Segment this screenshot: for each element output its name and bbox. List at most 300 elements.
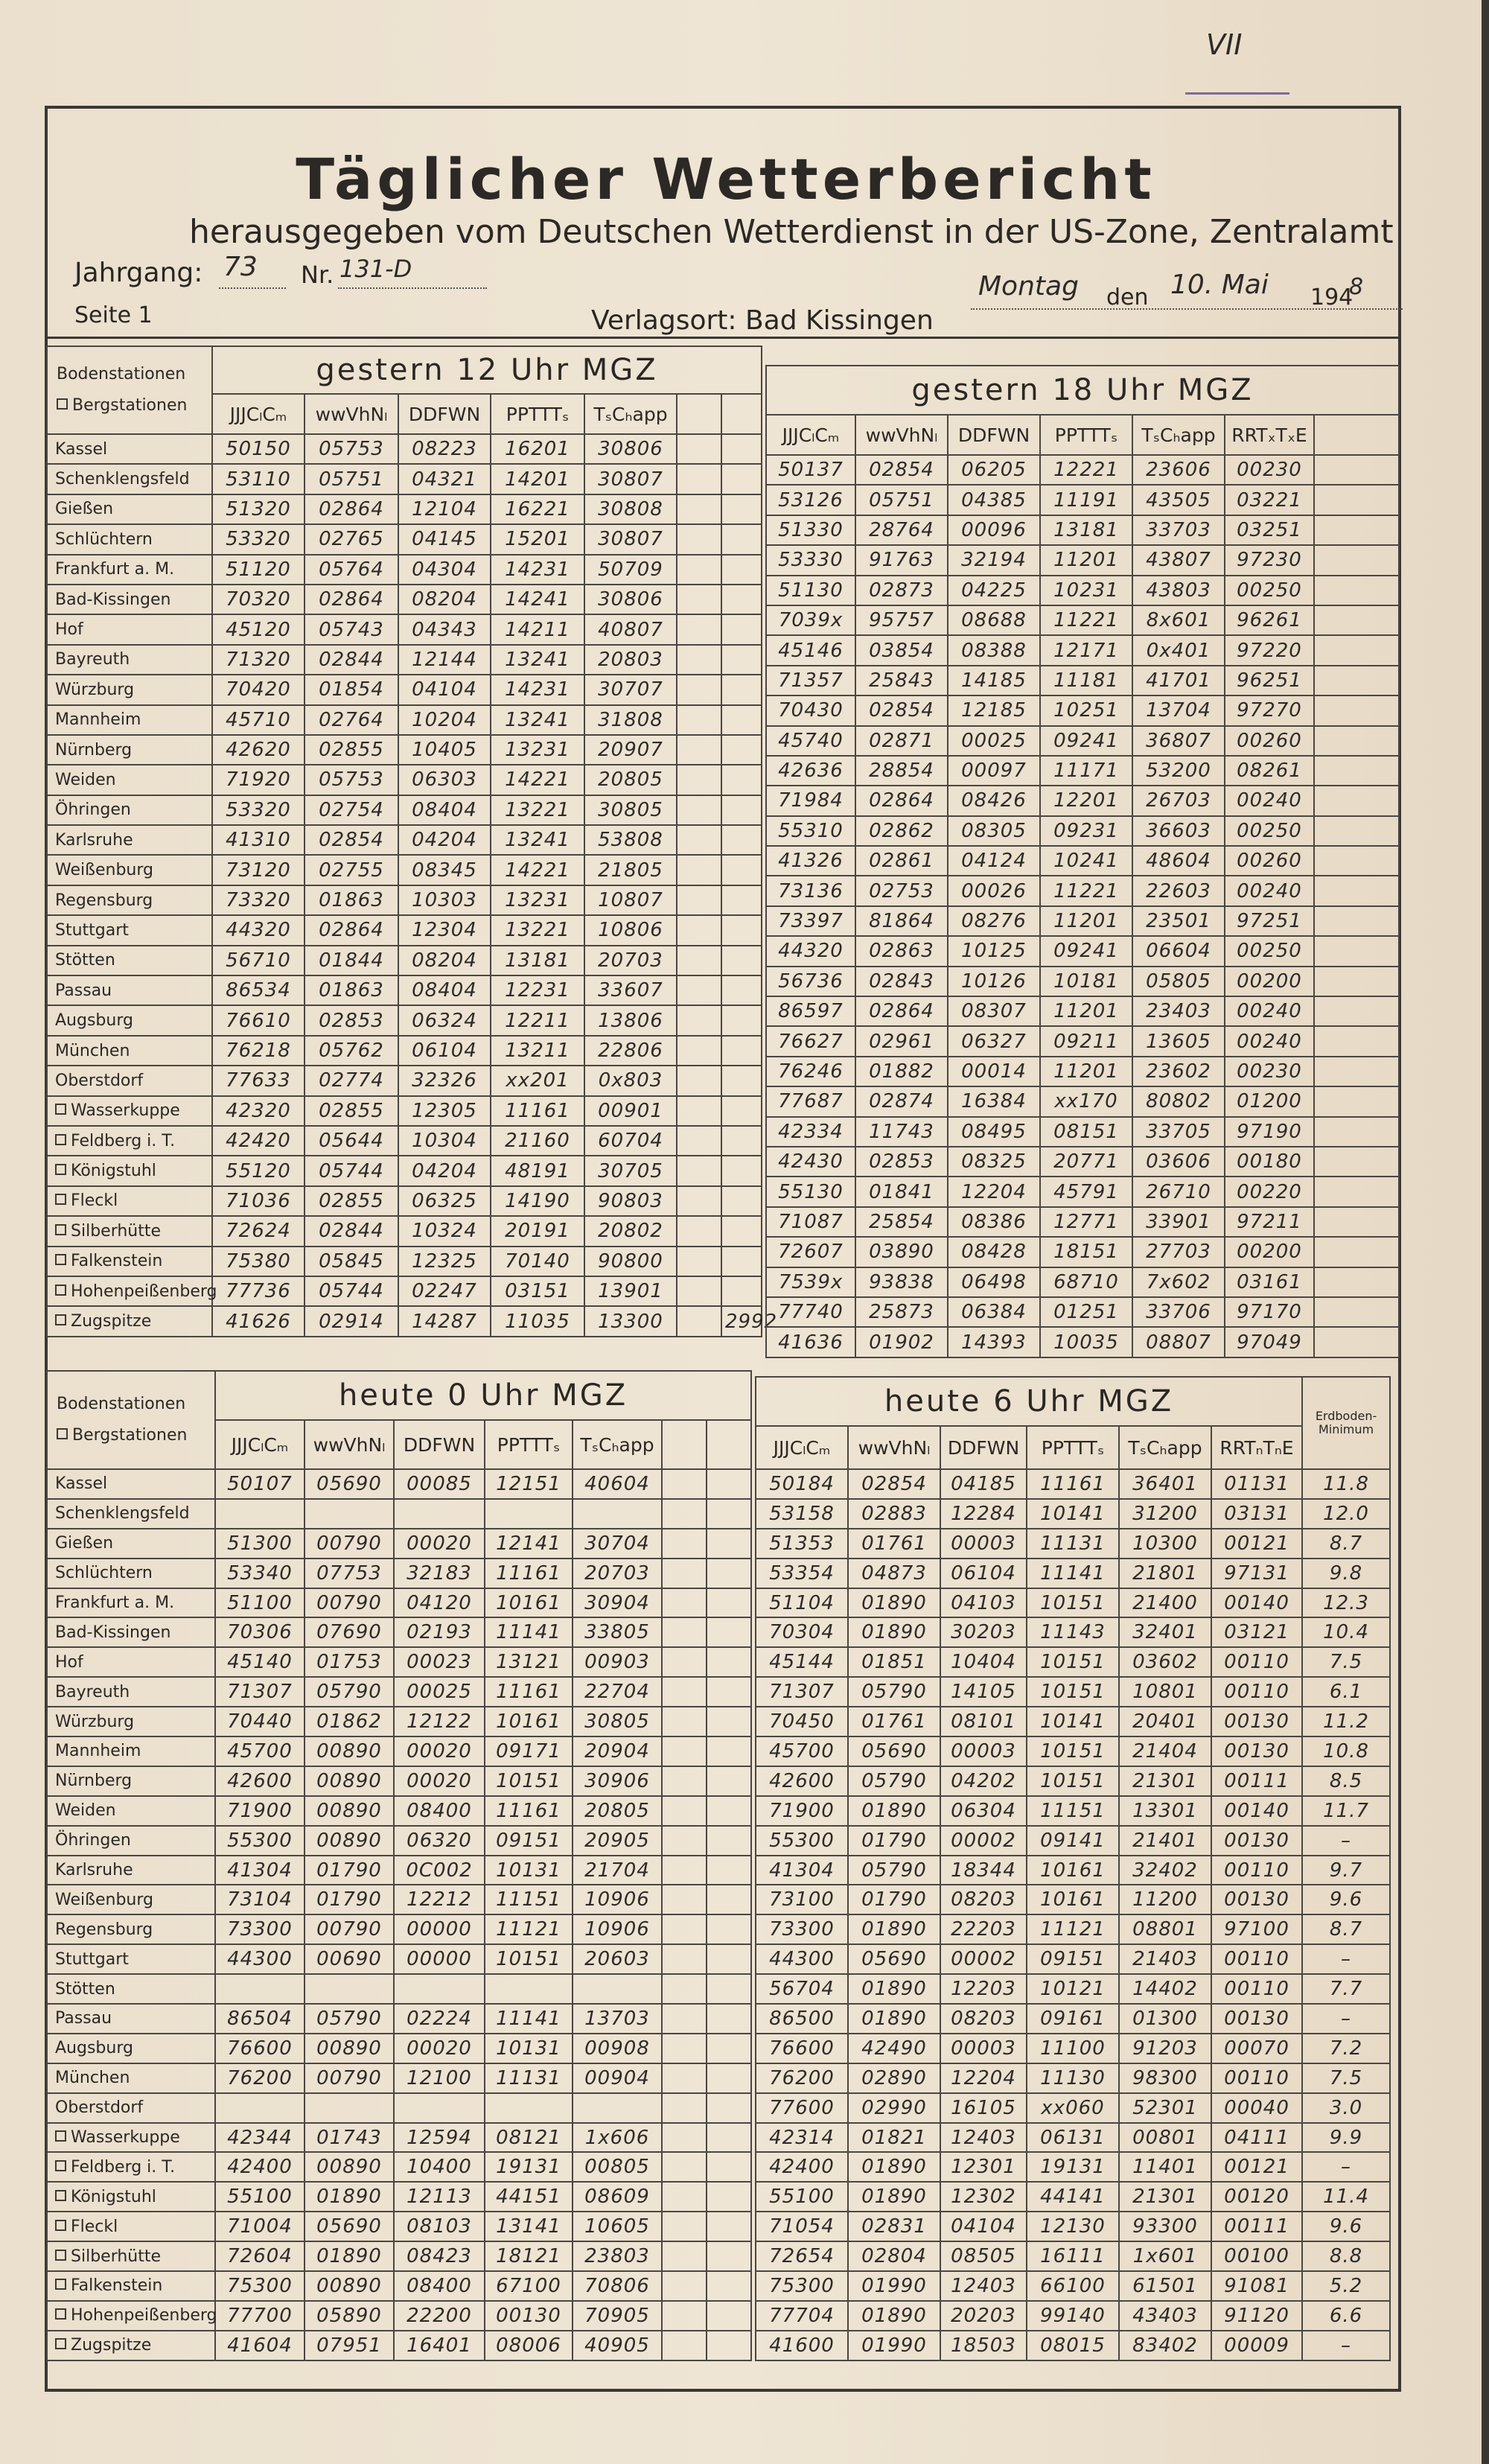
obs-value: 21301: [1119, 1766, 1211, 1796]
extra-value: [721, 1156, 762, 1185]
min-value: 11.2: [1302, 1707, 1390, 1736]
min-value: 12.3: [1302, 1588, 1390, 1618]
obs-value: 06104: [398, 1036, 491, 1066]
obs-value: 01890: [848, 1974, 940, 2004]
obs-value: 73320: [212, 885, 305, 915]
obs-value: 02862: [855, 816, 948, 846]
obs-value: 02873: [855, 576, 948, 605]
extra-value: [707, 1914, 751, 1944]
column-header: TₛCₕapp: [1132, 415, 1225, 455]
station-label: Fleckl: [71, 1191, 118, 1211]
obs-value: 13704: [1132, 695, 1225, 725]
table-row: [47, 2093, 751, 2123]
extra-value: [662, 1588, 707, 1618]
obs-value: 16221: [491, 494, 584, 524]
obs-value: 33607: [584, 975, 677, 1005]
station-label: Bad-Kissingen: [55, 590, 171, 609]
obs-value: 03131: [1211, 1499, 1302, 1529]
station-label: Oberstdorf: [55, 1071, 144, 1090]
obs-value: 76610: [212, 1005, 305, 1035]
extra-value: [677, 735, 721, 765]
obs-value: 08688: [948, 605, 1040, 635]
obs-value: [394, 2093, 485, 2123]
obs-value: 42320: [212, 1096, 305, 1126]
extra-value: [707, 1707, 751, 1736]
obs-value: 01890: [305, 2182, 394, 2212]
obs-value: 30806: [584, 585, 677, 614]
extra-value: [721, 1126, 762, 1156]
obs-value: 05845: [305, 1247, 398, 1276]
obs-value: 10405: [398, 735, 491, 765]
extra-value: [1314, 605, 1399, 635]
station-label: Nürnberg: [55, 1771, 133, 1791]
min-value: 9.6: [1302, 2212, 1390, 2241]
obs-value: 07753: [305, 1559, 394, 1588]
extra-value: [721, 434, 762, 464]
obs-value: 31808: [584, 705, 677, 735]
obs-value: 41326: [766, 846, 855, 876]
extra-value: [707, 1885, 751, 1914]
extra-value: [662, 1647, 707, 1677]
obs-value: 51130: [766, 576, 855, 605]
obs-value: 73397: [766, 906, 855, 936]
obs-value: 45791: [1040, 1177, 1132, 1206]
station-header: [47, 346, 212, 434]
station-label: Öhringen: [55, 800, 131, 820]
column-header: PPTTTₛ: [1027, 1426, 1119, 1469]
extra-value: [677, 1186, 721, 1216]
obs-value: 14221: [491, 855, 584, 885]
extra-value: [721, 1276, 762, 1306]
obs-value: 00020: [394, 2034, 485, 2063]
obs-value: 05744: [305, 1156, 398, 1185]
obs-value: 12211: [491, 1005, 584, 1035]
station-name: [47, 1096, 212, 1126]
obs-value: 20191: [491, 1216, 584, 1246]
obs-value: 56736: [766, 967, 855, 996]
jahrgang-dots: [219, 287, 286, 289]
obs-value: 13211: [491, 1036, 584, 1066]
obs-value: 12104: [398, 494, 491, 524]
obs-value: [305, 1974, 394, 2004]
obs-value: 91120: [1211, 2301, 1302, 2331]
station-label: Öhringen: [55, 1831, 131, 1850]
obs-value: 02854: [855, 455, 948, 485]
extra-value: [707, 1736, 751, 1766]
obs-value: 44320: [212, 915, 305, 945]
station-name: [47, 2301, 215, 2331]
obs-value: 42490: [848, 2034, 940, 2063]
extra-value: [707, 1469, 751, 1499]
extra-value: [677, 885, 721, 915]
obs-value: 55300: [756, 1826, 848, 1856]
min-value: –: [1302, 2004, 1390, 2034]
station-name: [47, 2241, 215, 2271]
obs-value: 01753: [305, 1647, 394, 1677]
obs-value: 97211: [1225, 1207, 1314, 1237]
obs-value: 00040: [1211, 2093, 1302, 2123]
obs-value: 08423: [394, 2241, 485, 2271]
station-name: [47, 1617, 215, 1647]
table-row: [47, 2301, 751, 2331]
table-row: [766, 1237, 1399, 1267]
obs-value: 45146: [766, 635, 855, 665]
obs-value: 08121: [485, 2123, 573, 2153]
table-row: [47, 946, 762, 975]
obs-value: 13241: [491, 645, 584, 675]
obs-value: 20603: [573, 1944, 662, 1974]
obs-value: 56710: [212, 946, 305, 975]
table-row: [47, 2123, 751, 2153]
extra-value: [677, 614, 721, 644]
obs-value: 12305: [398, 1096, 491, 1126]
obs-value: 97190: [1225, 1117, 1314, 1147]
extra-value: [662, 1944, 707, 1974]
obs-value: 60704: [584, 1126, 677, 1156]
station-label: Stötten: [55, 951, 115, 970]
obs-value: 11141: [1027, 1559, 1119, 1588]
obs-value: 40807: [584, 614, 677, 644]
table-row: [47, 2004, 751, 2034]
obs-value: 30808: [584, 494, 677, 524]
obs-value: 41626: [212, 1306, 305, 1336]
obs-value: 15201: [491, 524, 584, 554]
obs-value: 00903: [573, 1647, 662, 1677]
table-row: [47, 1707, 751, 1736]
table-row: [766, 876, 1399, 905]
obs-value: 42400: [215, 2152, 305, 2182]
obs-value: 23606: [1132, 455, 1225, 485]
obs-value: 01251: [1040, 1297, 1132, 1327]
station-name: [47, 825, 212, 855]
obs-value: 00904: [573, 2063, 662, 2093]
min-value: –: [1302, 2152, 1390, 2182]
obs-value: 11221: [1040, 876, 1132, 905]
obs-value: 20703: [573, 1559, 662, 1588]
obs-value: 01890: [848, 1796, 940, 1826]
obs-value: 97251: [1225, 906, 1314, 936]
station-label: München: [55, 2069, 130, 2088]
obs-value: [485, 2093, 573, 2123]
obs-value: 53354: [756, 1559, 848, 1588]
extra-value: [707, 1617, 751, 1647]
obs-value: 97100: [1211, 1914, 1302, 1944]
obs-value: 44320: [766, 936, 855, 966]
extra-value: [662, 2212, 707, 2241]
obs-value: 10324: [398, 1216, 491, 1246]
extra-value: [662, 1617, 707, 1647]
min-value: 9.6: [1302, 1885, 1390, 1914]
obs-value: 06131: [1027, 2123, 1119, 2153]
obs-value: 97220: [1225, 635, 1314, 665]
min-value: 9.8: [1302, 1559, 1390, 1588]
obs-value: 18344: [940, 1856, 1027, 1885]
obs-value: 01990: [848, 2331, 940, 2360]
boden-label: Bodenstationen: [57, 1395, 186, 1413]
year-suffix: 8: [1349, 274, 1364, 300]
obs-value: 73300: [756, 1914, 848, 1944]
obs-value: 77600: [756, 2093, 848, 2123]
berg-station-marker-icon: [55, 1224, 66, 1235]
obs-value: 00003: [940, 2034, 1027, 2063]
table-row: [766, 485, 1399, 515]
station-label: Würzburg: [55, 1712, 135, 1731]
obs-value: 48604: [1132, 846, 1225, 876]
obs-value: 11121: [485, 1914, 573, 1944]
table-row: [756, 1856, 1390, 1885]
extra-value: [677, 915, 721, 945]
obs-value: 11131: [485, 2063, 573, 2093]
berg-label: [57, 390, 208, 421]
obs-value: 53126: [766, 485, 855, 515]
obs-value: 03602: [1119, 1647, 1211, 1677]
column-header: TₛCₕapp: [573, 1420, 662, 1469]
extra-value: [707, 1647, 751, 1677]
obs-value: 99140: [1027, 2301, 1119, 2331]
min-value: 11.8: [1302, 1469, 1390, 1499]
obs-value: 05790: [848, 1677, 940, 1707]
obs-value: 11171: [1040, 756, 1132, 786]
obs-value: 12203: [940, 1974, 1027, 2004]
obs-value: 42344: [215, 2123, 305, 2153]
obs-value: 06325: [398, 1186, 491, 1216]
obs-value: 06303: [398, 765, 491, 795]
extra-value: [662, 1856, 707, 1885]
extra-value: [721, 585, 762, 614]
station-name: [47, 555, 212, 585]
obs-value: 13241: [491, 825, 584, 855]
obs-value: 00121: [1211, 2152, 1302, 2182]
column-header: JJJCₗCₘ: [215, 1420, 305, 1469]
obs-value: 44141: [1027, 2182, 1119, 2212]
obs-value: 10151: [485, 1766, 573, 1796]
obs-value: 01890: [848, 2182, 940, 2212]
publication-place: Verlagsort: Bad Kissingen: [591, 305, 934, 336]
table-row: [47, 645, 762, 675]
obs-value: [305, 1499, 394, 1529]
column-header: wwVhNₗ: [305, 394, 398, 434]
obs-value: 01790: [848, 1826, 940, 1856]
extra-value: [677, 855, 721, 885]
extra-value: [677, 1247, 721, 1276]
obs-value: 04185: [940, 1469, 1027, 1499]
obs-value: 11131: [1027, 1529, 1119, 1559]
obs-value: 00110: [1211, 1677, 1302, 1707]
blank-column-header: [677, 394, 721, 434]
station-name: [47, 2034, 215, 2063]
extra-value: [1314, 455, 1399, 485]
table-row: [756, 1469, 1390, 1499]
obs-value: 50709: [584, 555, 677, 585]
extra-value: [677, 765, 721, 795]
obs-value: 02853: [855, 1147, 948, 1177]
obs-value: 05790: [848, 1766, 940, 1796]
obs-value: 08307: [948, 996, 1040, 1026]
extra-value: [1314, 876, 1399, 905]
obs-value: 00890: [305, 1766, 394, 1796]
table-row: [766, 1057, 1399, 1086]
obs-value: 11141: [485, 1617, 573, 1647]
obs-value: 03121: [1211, 1617, 1302, 1647]
extra-value: [677, 975, 721, 1005]
obs-value: 96251: [1225, 666, 1314, 695]
obs-value: 19131: [1027, 2152, 1119, 2182]
station-label: Wasserkuppe: [71, 1101, 180, 1121]
obs-value: 45144: [756, 1647, 848, 1677]
obs-value: [394, 1974, 485, 2004]
obs-value: 00240: [1225, 786, 1314, 815]
obs-value: 10151: [1027, 1736, 1119, 1766]
obs-value: 77704: [756, 2301, 848, 2331]
obs-value: 04103: [940, 1588, 1027, 1618]
extra-value: [707, 2212, 751, 2241]
obs-value: 10125: [948, 936, 1040, 966]
obs-value: 02855: [305, 1186, 398, 1216]
obs-value: 14221: [491, 765, 584, 795]
berg-station-marker-icon: [55, 2250, 66, 2261]
table-row: [47, 1005, 762, 1035]
station-label: Schlüchtern: [55, 1564, 153, 1583]
obs-value: 09171: [485, 1736, 573, 1766]
extra-value: [707, 2034, 751, 2063]
obs-value: 11181: [1040, 666, 1132, 695]
extra-value: [662, 1885, 707, 1914]
obs-value: 00110: [1211, 2063, 1302, 2093]
obs-value: 00220: [1225, 1177, 1314, 1206]
obs-value: 02864: [305, 915, 398, 945]
obs-value: 06304: [940, 1796, 1027, 1826]
extra-value: [707, 2301, 751, 2331]
station-label: Passau: [55, 2009, 112, 2028]
min-value: –: [1302, 2331, 1390, 2360]
station-label: Hof: [55, 620, 83, 640]
obs-value: 42430: [766, 1147, 855, 1177]
obs-value: 04111: [1211, 2123, 1302, 2153]
table-row: [766, 1086, 1399, 1116]
obs-value: 00020: [394, 1529, 485, 1559]
column-header: TₛCₕapp: [584, 394, 677, 434]
obs-value: 00014: [948, 1057, 1040, 1086]
obs-value: 10161: [1027, 1885, 1119, 1914]
obs-value: 33901: [1132, 1207, 1225, 1237]
column-header: JJJCₗCₘ: [766, 415, 855, 455]
obs-value: 77740: [766, 1297, 855, 1327]
table-row: [766, 1297, 1399, 1327]
min-value: 5.2: [1302, 2271, 1390, 2301]
obs-value: 45710: [212, 705, 305, 735]
obs-value: 25854: [855, 1207, 948, 1237]
obs-value: 00200: [1225, 967, 1314, 996]
obs-value: 30707: [584, 675, 677, 704]
obs-value: [485, 1499, 573, 1529]
obs-value: 01862: [305, 1707, 394, 1736]
table-row: [47, 855, 762, 885]
obs-value: 06498: [948, 1267, 1040, 1297]
obs-value: 08103: [394, 2212, 485, 2241]
boden-label: Bodenstationen: [57, 365, 186, 383]
table-row: [756, 2212, 1390, 2241]
corner-mark-underline: [1185, 92, 1289, 95]
obs-value: 06104: [940, 1559, 1027, 1588]
table-row: [47, 1885, 751, 1914]
obs-value: 01882: [855, 1057, 948, 1086]
obs-value: 12301: [940, 2152, 1027, 2182]
obs-value: 68710: [1040, 1267, 1132, 1297]
table-row: [47, 1974, 751, 2004]
station-name: [47, 2004, 215, 2034]
obs-value: 08426: [948, 786, 1040, 815]
berg-station-marker-icon: [55, 2130, 66, 2142]
table-row: [47, 585, 762, 614]
obs-value: 7x602: [1132, 1267, 1225, 1297]
obs-value: 25873: [855, 1297, 948, 1327]
obs-value: 91081: [1211, 2271, 1302, 2301]
obs-value: 04124: [948, 846, 1040, 876]
table-row: [47, 1276, 762, 1306]
obs-value: 97131: [1211, 1559, 1302, 1588]
obs-value: 16111: [1027, 2241, 1119, 2271]
min-value: 3.0: [1302, 2093, 1390, 2123]
obs-value: 81864: [855, 906, 948, 936]
min-header-1: Erdboden-: [1315, 1409, 1377, 1423]
obs-value: 00096: [948, 515, 1040, 545]
obs-value: 02853: [305, 1005, 398, 1035]
obs-value: 04204: [398, 1156, 491, 1185]
table-row: [766, 756, 1399, 786]
table-row: [756, 1588, 1390, 1618]
extra-value: [1314, 695, 1399, 725]
station-label: Mannheim: [55, 1742, 141, 1761]
obs-value: 12201: [1040, 786, 1132, 815]
obs-value: 03606: [1132, 1147, 1225, 1177]
obs-value: 08388: [948, 635, 1040, 665]
station-label: Weißenburg: [55, 861, 153, 880]
extra-value: [721, 1186, 762, 1216]
station-name: [47, 2212, 215, 2241]
obs-value: 14393: [948, 1327, 1040, 1357]
obs-value: [573, 2093, 662, 2123]
extra-value: [662, 2271, 707, 2301]
extra-value: [721, 675, 762, 704]
extra-value: [1314, 1057, 1399, 1086]
obs-value: 13301: [1119, 1796, 1211, 1826]
obs-value: 00025: [394, 1677, 485, 1707]
obs-value: xx170: [1040, 1086, 1132, 1116]
obs-value: 10231: [1040, 576, 1132, 605]
table-row: [47, 2241, 751, 2271]
extra-value: [677, 1276, 721, 1306]
table-row: [756, 1796, 1390, 1826]
obs-value: 11743: [855, 1117, 948, 1147]
station-name: [47, 765, 212, 795]
obs-value: 10131: [485, 1856, 573, 1885]
table-row: [47, 1247, 762, 1276]
extra-value: [662, 2331, 707, 2360]
table-row: [47, 2331, 751, 2360]
extra-value: [707, 1529, 751, 1559]
station-label: Feldberg i. T.: [71, 1131, 176, 1150]
obs-value: 00020: [394, 1766, 485, 1796]
table-row: [756, 1826, 1390, 1856]
min-header: [1302, 1377, 1390, 1469]
table-row: [47, 1066, 762, 1095]
obs-value: 00023: [394, 1647, 485, 1677]
station-label: München: [55, 1041, 130, 1060]
obs-value: 13241: [491, 705, 584, 735]
table-row: [47, 1588, 751, 1618]
page-number: Seite 1: [74, 302, 153, 328]
extra-value: [721, 975, 762, 1005]
